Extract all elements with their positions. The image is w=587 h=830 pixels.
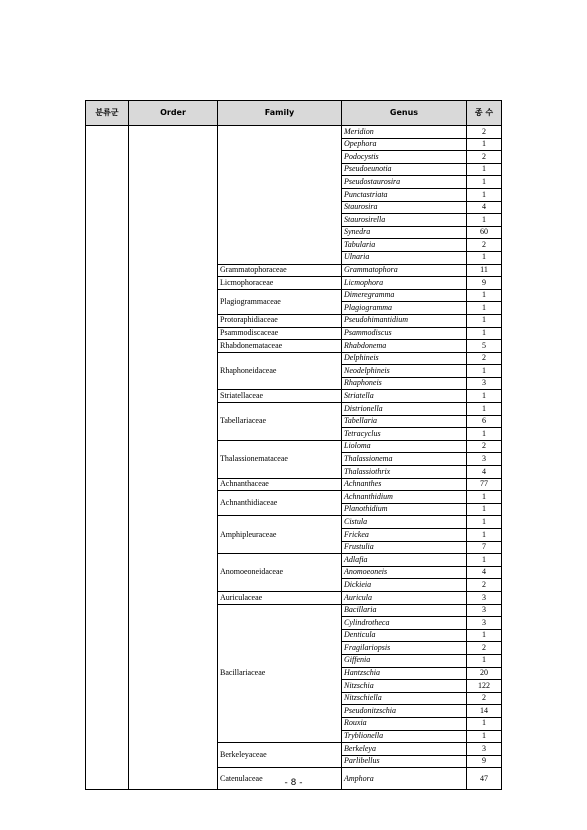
- species-count-cell: 77: [467, 478, 502, 491]
- family-cell: Licmophoraceae: [218, 277, 342, 290]
- species-count-cell: 1: [467, 251, 502, 264]
- family-cell: Striatellaceae: [218, 390, 342, 403]
- family-cell: Achnanthaceae: [218, 478, 342, 491]
- species-count-cell: 14: [467, 705, 502, 718]
- species-count-cell: 4: [467, 466, 502, 479]
- genus-cell: Grammatophora: [342, 264, 467, 277]
- family-cell: Anomoeoneidaceae: [218, 554, 342, 592]
- genus-cell: Amphora: [342, 768, 467, 790]
- genus-cell: Giffenia: [342, 654, 467, 667]
- header-group: 분류군: [86, 101, 129, 126]
- table-row: [86, 126, 502, 139]
- genus-cell: Auricula: [342, 591, 467, 604]
- species-count-cell: 1: [467, 529, 502, 542]
- species-count-cell: 3: [467, 453, 502, 466]
- table-body: [86, 126, 502, 790]
- family-cell: Catenulaceae: [218, 768, 342, 790]
- species-count-cell: 1: [467, 403, 502, 416]
- table-header-row: [86, 101, 502, 126]
- genus-cell: Licmophora: [342, 277, 467, 290]
- species-count-cell: 1: [467, 654, 502, 667]
- order-cell: [129, 126, 218, 790]
- family-cell: Thalassionemataceae: [218, 440, 342, 478]
- genus-cell: Achnanthes: [342, 478, 467, 491]
- genus-cell: Thalassionema: [342, 453, 467, 466]
- page-number: - 8 -: [284, 778, 303, 788]
- species-count-cell: 1: [467, 289, 502, 302]
- genus-cell: Hantzschia: [342, 667, 467, 680]
- species-count-cell: 2: [467, 692, 502, 705]
- species-count-cell: 7: [467, 541, 502, 554]
- genus-cell: Nitzschiella: [342, 692, 467, 705]
- genus-cell: Tabellaria: [342, 415, 467, 428]
- header-family: Family: [218, 101, 342, 126]
- family-cell: Berkeleyaceae: [218, 743, 342, 768]
- group-cell: [86, 126, 129, 790]
- genus-cell: Delphineis: [342, 352, 467, 365]
- genus-cell: Plagiogramma: [342, 302, 467, 315]
- species-count-cell: 60: [467, 226, 502, 239]
- genus-cell: Distrionella: [342, 403, 467, 416]
- species-count-cell: 47: [467, 768, 502, 790]
- genus-cell: Podocystis: [342, 151, 467, 164]
- species-count-cell: 1: [467, 163, 502, 176]
- genus-cell: Opephora: [342, 138, 467, 151]
- family-cell: Bacillariaceae: [218, 604, 342, 743]
- species-count-cell: 2: [467, 440, 502, 453]
- genus-cell: Achnanthidium: [342, 491, 467, 504]
- genus-cell: Tetracyclus: [342, 428, 467, 441]
- species-count-cell: 3: [467, 617, 502, 630]
- genus-cell: Ulnaria: [342, 251, 467, 264]
- family-cell: Achnanthidiaceae: [218, 491, 342, 516]
- genus-cell: Nitzschia: [342, 680, 467, 693]
- genus-cell: Parlibellus: [342, 755, 467, 768]
- species-count-cell: 1: [467, 730, 502, 743]
- genus-cell: Rhabdonema: [342, 340, 467, 353]
- genus-cell: Pseudostaurosira: [342, 176, 467, 189]
- genus-cell: Staurosira: [342, 201, 467, 214]
- species-count-cell: 6: [467, 415, 502, 428]
- species-count-cell: 1: [467, 214, 502, 227]
- species-count-cell: 5: [467, 340, 502, 353]
- family-cell: Auriculaceae: [218, 591, 342, 604]
- species-count-cell: 20: [467, 667, 502, 680]
- genus-cell: Punctastriata: [342, 188, 467, 201]
- species-count-cell: 2: [467, 352, 502, 365]
- species-count-cell: 122: [467, 680, 502, 693]
- genus-cell: Fragilariopsis: [342, 642, 467, 655]
- species-count-cell: 4: [467, 566, 502, 579]
- family-cell: Rhaphoneidaceae: [218, 352, 342, 390]
- genus-cell: Frustulia: [342, 541, 467, 554]
- genus-cell: Pseudonitzschia: [342, 705, 467, 718]
- family-cell: Tabellariaceae: [218, 403, 342, 441]
- species-count-cell: 1: [467, 516, 502, 529]
- genus-cell: Berkeleya: [342, 743, 467, 756]
- family-cell: Grammatophoraceae: [218, 264, 342, 277]
- species-count-cell: 2: [467, 126, 502, 139]
- genus-cell: Rhaphoneis: [342, 377, 467, 390]
- genus-cell: Denticula: [342, 629, 467, 642]
- genus-cell: Anomoeoneis: [342, 566, 467, 579]
- genus-cell: Thalassiothrix: [342, 466, 467, 479]
- header-order: Order: [129, 101, 218, 126]
- species-count-cell: 1: [467, 629, 502, 642]
- species-count-cell: 1: [467, 138, 502, 151]
- species-count-cell: 11: [467, 264, 502, 277]
- family-cell: Rhabdonemataceae: [218, 340, 342, 353]
- taxonomy-table: [85, 100, 502, 790]
- family-cell: Amphipleuraceae: [218, 516, 342, 554]
- species-count-cell: 4: [467, 201, 502, 214]
- species-count-cell: 1: [467, 503, 502, 516]
- species-count-cell: 3: [467, 743, 502, 756]
- species-count-cell: 1: [467, 365, 502, 378]
- genus-cell: Pseudohimantidium: [342, 314, 467, 327]
- species-count-cell: 2: [467, 239, 502, 252]
- species-count-cell: 1: [467, 314, 502, 327]
- species-count-cell: 1: [467, 428, 502, 441]
- genus-cell: Adlafia: [342, 554, 467, 567]
- header-count: 종 수: [467, 101, 502, 126]
- family-cell: Protoraphidiaceae: [218, 314, 342, 327]
- genus-cell: Striatella: [342, 390, 467, 403]
- header-genus: Genus: [342, 101, 467, 126]
- species-count-cell: 3: [467, 591, 502, 604]
- genus-cell: Lioloma: [342, 440, 467, 453]
- family-cell: [218, 126, 342, 265]
- genus-cell: Planothidium: [342, 503, 467, 516]
- species-count-cell: 1: [467, 302, 502, 315]
- family-cell: Psammodiscaceae: [218, 327, 342, 340]
- genus-cell: Tryblionella: [342, 730, 467, 743]
- species-count-cell: 1: [467, 554, 502, 567]
- genus-cell: Tabularia: [342, 239, 467, 252]
- genus-cell: Psammodiscus: [342, 327, 467, 340]
- genus-cell: Pseudoeunotia: [342, 163, 467, 176]
- species-count-cell: 2: [467, 642, 502, 655]
- genus-cell: Rouxia: [342, 717, 467, 730]
- species-count-cell: 2: [467, 579, 502, 592]
- species-count-cell: 1: [467, 717, 502, 730]
- genus-cell: Cylindrotheca: [342, 617, 467, 630]
- species-count-cell: 1: [467, 176, 502, 189]
- genus-cell: Frickea: [342, 529, 467, 542]
- species-count-cell: 1: [467, 491, 502, 504]
- species-count-cell: 1: [467, 390, 502, 403]
- species-count-cell: 2: [467, 151, 502, 164]
- genus-cell: Bacillaria: [342, 604, 467, 617]
- genus-cell: Dimeregramma: [342, 289, 467, 302]
- species-count-cell: 9: [467, 755, 502, 768]
- genus-cell: Staurosirella: [342, 214, 467, 227]
- genus-cell: Synedra: [342, 226, 467, 239]
- species-count-cell: 1: [467, 188, 502, 201]
- genus-cell: Dickieia: [342, 579, 467, 592]
- genus-cell: Meridion: [342, 126, 467, 139]
- genus-cell: Neodelphineis: [342, 365, 467, 378]
- species-count-cell: 9: [467, 277, 502, 290]
- species-count-cell: 1: [467, 327, 502, 340]
- species-count-cell: 3: [467, 604, 502, 617]
- family-cell: Plagiogrammaceae: [218, 289, 342, 314]
- species-count-cell: 3: [467, 377, 502, 390]
- genus-cell: Cistula: [342, 516, 467, 529]
